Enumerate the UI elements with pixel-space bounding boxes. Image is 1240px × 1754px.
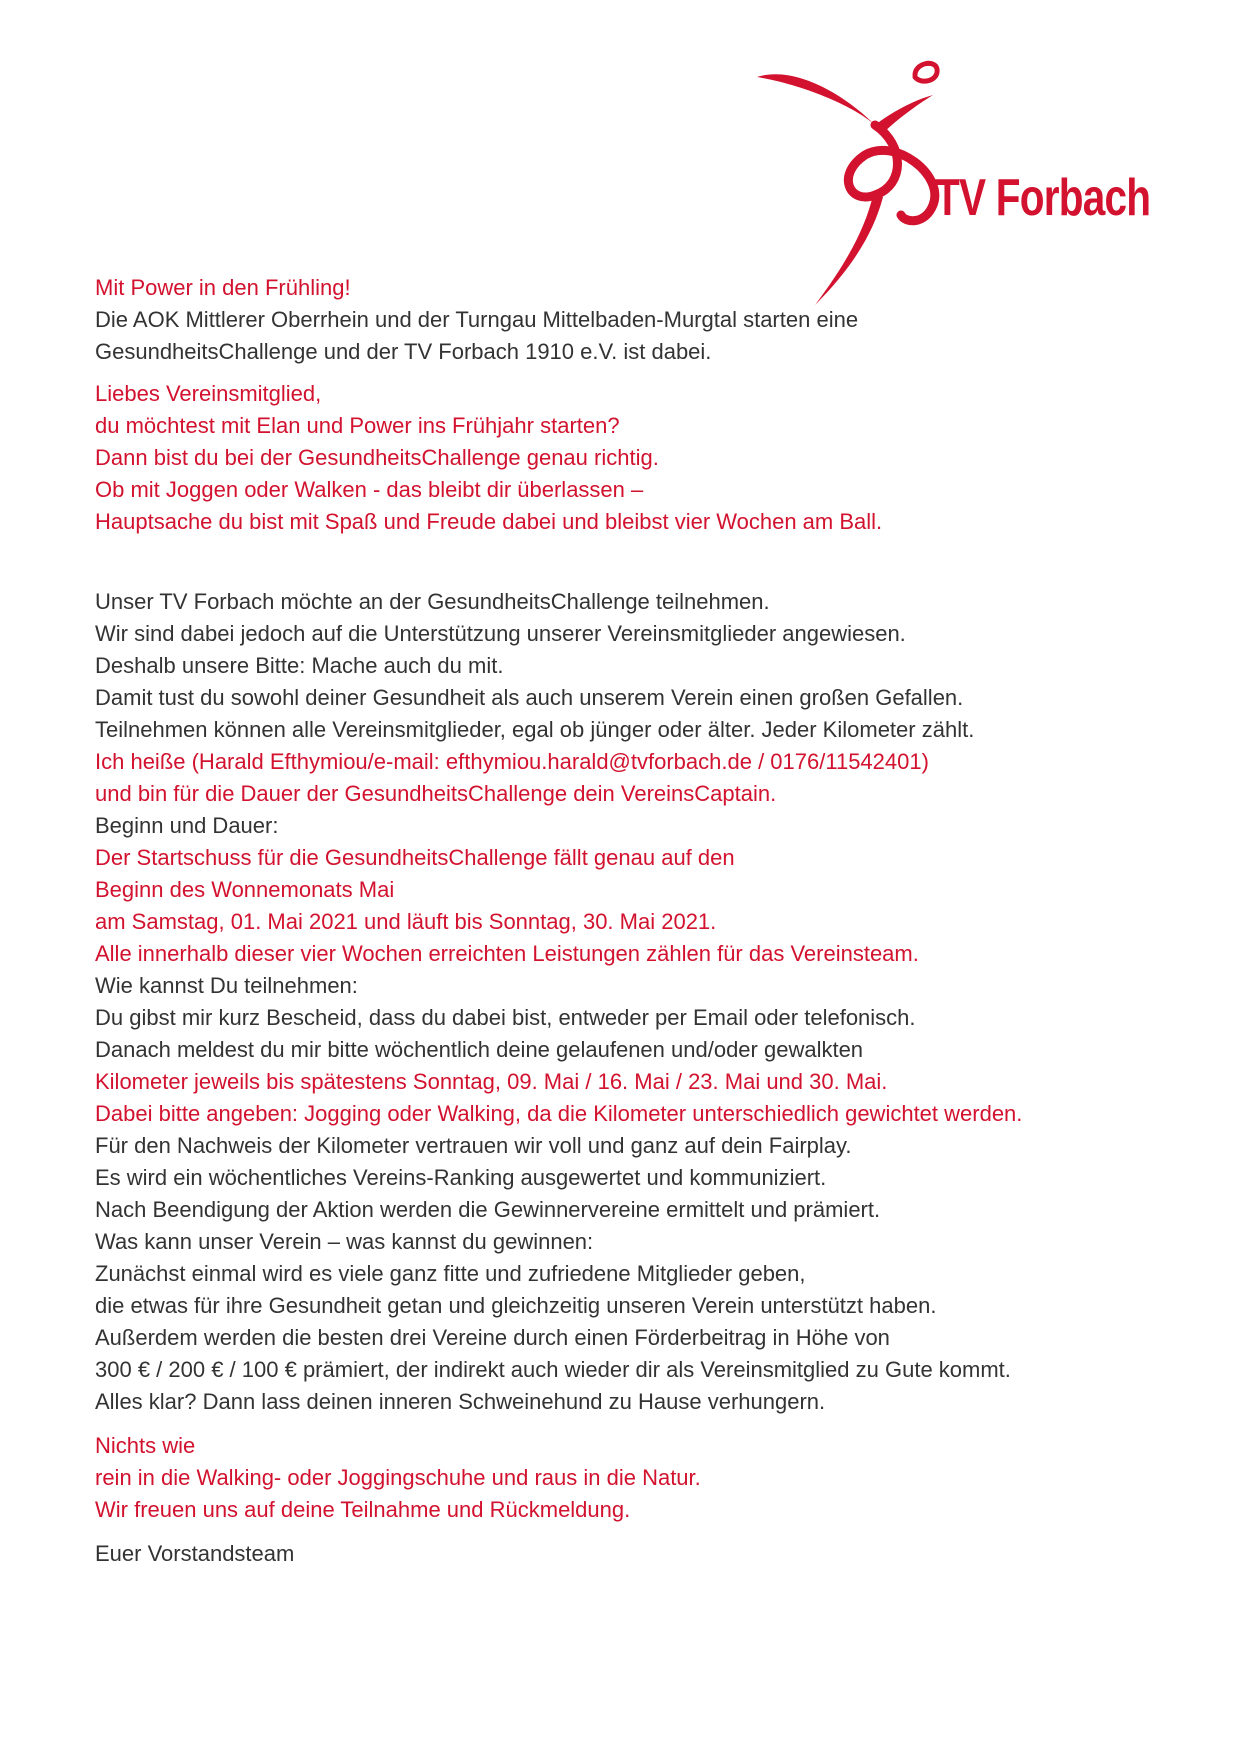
logo-brand-text: TV Forbach [935,169,1151,227]
logo-body-loop [848,125,934,221]
body-line: und bin für die Dauer der GesundheitsChallenge dein VereinsCaptain. [95,781,777,806]
body-line: Deshalb unsere Bitte: Mache auch du mit. [95,653,504,678]
body-line: 300 € / 200 € / 100 € prämiert, der indirekt auch wieder dir als Vereinsmitglied zu Gute kommt. [95,1357,1011,1382]
body-line: Wir sind dabei jedoch auf die Unterstützung unserer Vereinsmitglieder angewiesen. [95,621,906,646]
intro-line: Die AOK Mittlerer Oberrhein und der Turngau Mittelbaden-Murgtal starten eine [95,307,859,332]
body-line: am Samstag, 01. Mai 2021 und läuft bis Sonntag, 30. Mai 2021. [95,909,717,934]
body-line: Du gibst mir kurz Bescheid, dass du dabei bist, entweder per Email oder telefonisch. [95,1005,916,1030]
body-line: Kilometer jeweils bis spätestens Sonntag, 09. Mai / 16. Mai / 23. Mai und 30. Mai. [95,1069,888,1094]
intro-line: GesundheitsChallenge und der TV Forbach 1910 e.V. ist dabei. [95,339,712,364]
body-line: Zunächst einmal wird es viele ganz fitte und zufriedene Mitglieder geben, [95,1261,806,1286]
body-line: Der Startschuss für die GesundheitsChallenge fällt genau auf den [95,845,735,870]
headline: Mit Power in den Frühling! [95,275,351,300]
body-line: Wie kannst Du teilnehmen: [95,973,358,998]
closing-line: rein in die Walking- oder Joggingschuhe und raus in die Natur. [95,1465,701,1490]
greeting-line: du möchtest mit Elan und Power ins Frühjahr starten? [95,413,620,438]
closing-line: Nichts wie [95,1433,196,1458]
greeting-line: Dann bist du bei der GesundheitsChallenge genau richtig. [95,445,659,470]
greeting-line: Hauptsache du bist mit Spaß und Freude dabei und bleibst vier Wochen am Ball. [95,509,883,534]
body-line: Beginn des Wonnemonats Mai [95,877,395,902]
body-line: Beginn und Dauer: [95,813,279,838]
body-line: Alles klar? Dann lass deinen inneren Schweinehund zu Hause verhungern. [95,1389,826,1414]
logo-head-ring [915,63,937,81]
body-line: Außerdem werden die besten drei Vereine durch einen Förderbeitrag in Höhe von [95,1325,890,1350]
body-line: Danach meldest du mir bitte wöchentlich deine gelaufenen und/oder gewalkten [95,1037,864,1062]
closing-line: Wir freuen uns auf deine Teilnahme und Rückmeldung. [95,1497,631,1522]
body-line: Teilnehmen können alle Vereinsmitglieder, egal ob jünger oder älter. Jeder Kilometer zählt. [95,717,975,742]
body-line: Was kann unser Verein – was kannst du gewinnen: [95,1229,594,1254]
greeting-line: Ob mit Joggen oder Walken - das bleibt dir überlassen – [95,477,644,502]
body-line: Nach Beendigung der Aktion werden die Gewinnervereine ermittelt und prämiert. [95,1197,881,1222]
body-line: Für den Nachweis der Kilometer vertrauen wir voll und ganz auf dein Fairplay. [95,1133,852,1158]
body-line: Es wird ein wöchentliches Vereins-Ranking ausgewertet und kommuniziert. [95,1165,827,1190]
body-line: Dabei bitte angeben: Jogging oder Walking, da die Kilometer unterschiedlich gewichtet werden. [95,1101,1023,1126]
signature: Euer Vorstandsteam [95,1541,295,1566]
body-line: Damit tust du sowohl deiner Gesundheit als auch unserem Verein einen großen Gefallen. [95,685,964,710]
body-text [95,586,1215,1418]
greeting-line: Liebes Vereinsmitglied, [95,381,322,406]
body-line: Alle innerhalb dieser vier Wochen erreichten Leistungen zählen für das Vereinsteam. [95,941,919,966]
body-line: die etwas für ihre Gesundheit getan und gleichzeitig unseren Verein unterstützt haben. [95,1293,937,1318]
body-line: Ich heiße (Harald Efthymiou/e-mail: efthymiou.harald@tvforbach.de / 0176/11542401) [95,749,929,774]
letter-content [95,272,1215,1570]
body-line: Unser TV Forbach möchte an der GesundheitsChallenge teilnehmen. [95,589,770,614]
logo-arm-swoosh [757,74,875,125]
